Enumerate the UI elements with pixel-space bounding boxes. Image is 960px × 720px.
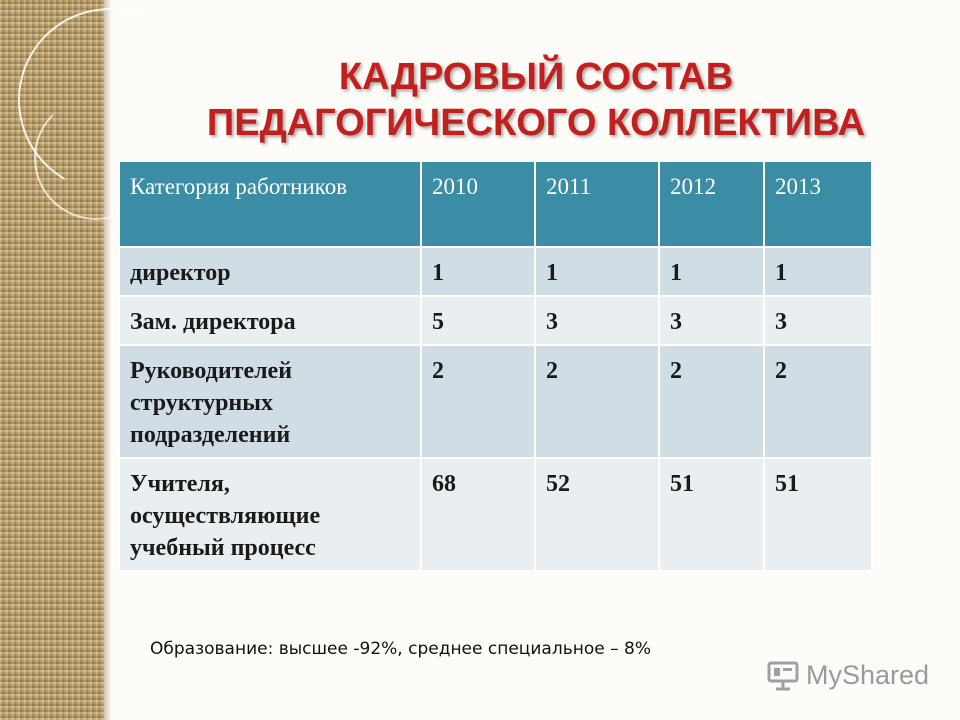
cell-value: 1 — [421, 247, 535, 296]
presentation-icon — [766, 658, 800, 692]
cell-value: 2 — [764, 345, 872, 458]
header-2010: 2010 — [421, 161, 535, 247]
table-row — [119, 247, 872, 296]
cell-value: 52 — [535, 458, 659, 571]
header-2013: 2013 — [764, 161, 872, 247]
cell-value: 2 — [421, 345, 535, 458]
cell-value: 2 — [659, 345, 764, 458]
row-label-teachers: Учителя, осуществляющие учебный процесс — [119, 458, 421, 571]
cell-value: 1 — [535, 247, 659, 296]
cell-value: 51 — [659, 458, 764, 571]
cell-value: 3 — [659, 296, 764, 345]
row-label-director: директор — [119, 247, 421, 296]
slide-title-line-2: ПЕДАГОГИЧЕСКОГО КОЛЛЕКТИВА — [206, 102, 866, 144]
watermark — [766, 655, 929, 695]
cell-value: 1 — [764, 247, 872, 296]
header-2012: 2012 — [659, 161, 764, 247]
slide-title-line-1: КАДРОВЫЙ СОСТАВ — [338, 56, 734, 98]
table-row — [119, 458, 872, 571]
watermark-text: MyShared — [806, 659, 930, 690]
cell-value: 1 — [659, 247, 764, 296]
cell-value: 3 — [535, 296, 659, 345]
staff-table — [118, 160, 873, 572]
cell-value: 68 — [421, 458, 535, 571]
header-2011: 2011 — [535, 161, 659, 247]
cell-value: 2 — [535, 345, 659, 458]
cell-value: 51 — [764, 458, 872, 571]
row-label-department-heads: Руководителей структурных подразделений — [119, 345, 421, 458]
table-row — [119, 296, 872, 345]
table-row — [119, 345, 872, 458]
cell-value: 5 — [421, 296, 535, 345]
slide-title — [112, 54, 960, 146]
row-label-deputy-director: Зам. директора — [119, 296, 421, 345]
header-category: Категория работников — [119, 161, 421, 247]
education-note: Образование: высшее -92%, среднее специальное – 8% — [150, 639, 651, 659]
table-header-row — [119, 161, 872, 247]
cell-value: 3 — [764, 296, 872, 345]
